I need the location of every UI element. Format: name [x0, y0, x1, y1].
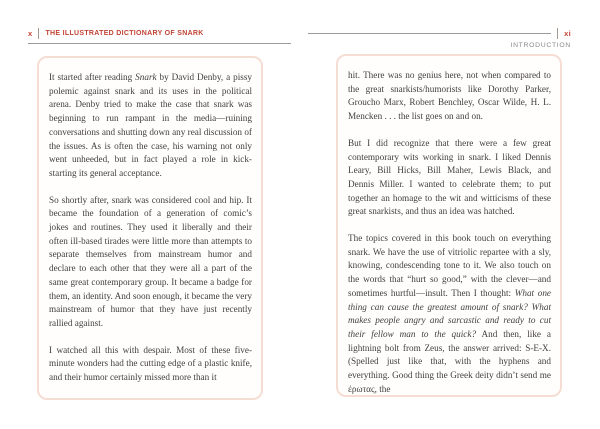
italic-text-segment: What one thing can cause the greatest amount of snark? What makes people angry and sarcastic and ready to cut their fellow man to the quick? [348, 287, 551, 339]
header-divider-bar [38, 28, 39, 39]
text-segment: The topics covered in this book touch on everything snark. We have the use of vitriolic repartee with a sly, knowing, condescending tone to it. We also touch on the words that “hurt so good,” with the clever—and sometimes hurtful—insult. Then I thought: [348, 233, 551, 298]
paragraph [49, 194, 252, 331]
left-page-header [28, 28, 291, 44]
left-text-column [39, 58, 261, 385]
left-text-box [37, 56, 263, 400]
right-text-box [336, 54, 562, 397]
left-page-number: x [28, 28, 33, 38]
paragraph [348, 69, 551, 124]
text-segment: So shortly after, snark was considered cool and hip. It became the foundation of a generation of comic’s jokes and routines. They used it liberally and their often ill-based tirades were little more than attempts to separate themselves from mainstream humor and declare to each other that they were all a part of the same great contemporary group. It became a badge for them, an identity. And soon enough, it became the very mainstream of humor that they have just recently rallied against. [49, 194, 252, 328]
text-segment: hit. There was no genius here, not when compared to the great snarkists/humorists like Dorothy Parker, Groucho Marx, Robert Benchley, Oscar Wilde, H. L. Mencken . . . the list goes on and on. [348, 70, 551, 122]
right-header-row [308, 28, 571, 39]
text-segment: It started after reading [49, 72, 136, 82]
text-segment: by David Denby, a pissy polemic against snark and its uses in the political arena. Denby tried to make the case that snark was beginning to run rampant in the media—ruining conversations and shutting down any real discussion of the issues. As is often the case, his warning not only went unheeded, but in fact played a role in kick-starting its general acceptance. [49, 72, 252, 178]
right-header-title: INTRODUCTION [510, 42, 571, 49]
paragraph [348, 137, 551, 219]
paragraph [348, 232, 551, 396]
italic-text-segment: Snark [135, 72, 157, 82]
text-segment: But I did recognize that there were a few great contemporary wits working in snark. I liked Dennis Leary, Bill Hicks, Bill Maher, Lewis Black, and Dennis Miller. I wanted to celebrate them; to put together an homage to the wit and witticisms of these great snarkists, and thus an idea was hatched. [348, 137, 551, 217]
right-page-header [308, 28, 571, 49]
left-header-title: THE ILLUSTRATED DICTIONARY OF SNARK [45, 29, 204, 37]
right-header-rule [308, 33, 551, 34]
header-divider-bar [557, 28, 558, 39]
right-page-number: xi [564, 28, 571, 38]
left-header-row [28, 28, 291, 39]
text-segment: I watched all this with despair. Most of these five-minute wonders had the cutting edge of a plastic knife, and their humor certainly missed more than it [49, 344, 252, 383]
text-segment: And then, like a lightning bolt from Zeus, the answer arrived: S-E-X. (Spelled just like that, with the hyphens and everything. Good thing the Greek deity didn’t send me έρωτας, the [348, 328, 551, 394]
left-header-rule [28, 43, 291, 44]
paragraph [49, 71, 252, 181]
paragraph [49, 344, 252, 385]
right-text-column [338, 56, 560, 396]
